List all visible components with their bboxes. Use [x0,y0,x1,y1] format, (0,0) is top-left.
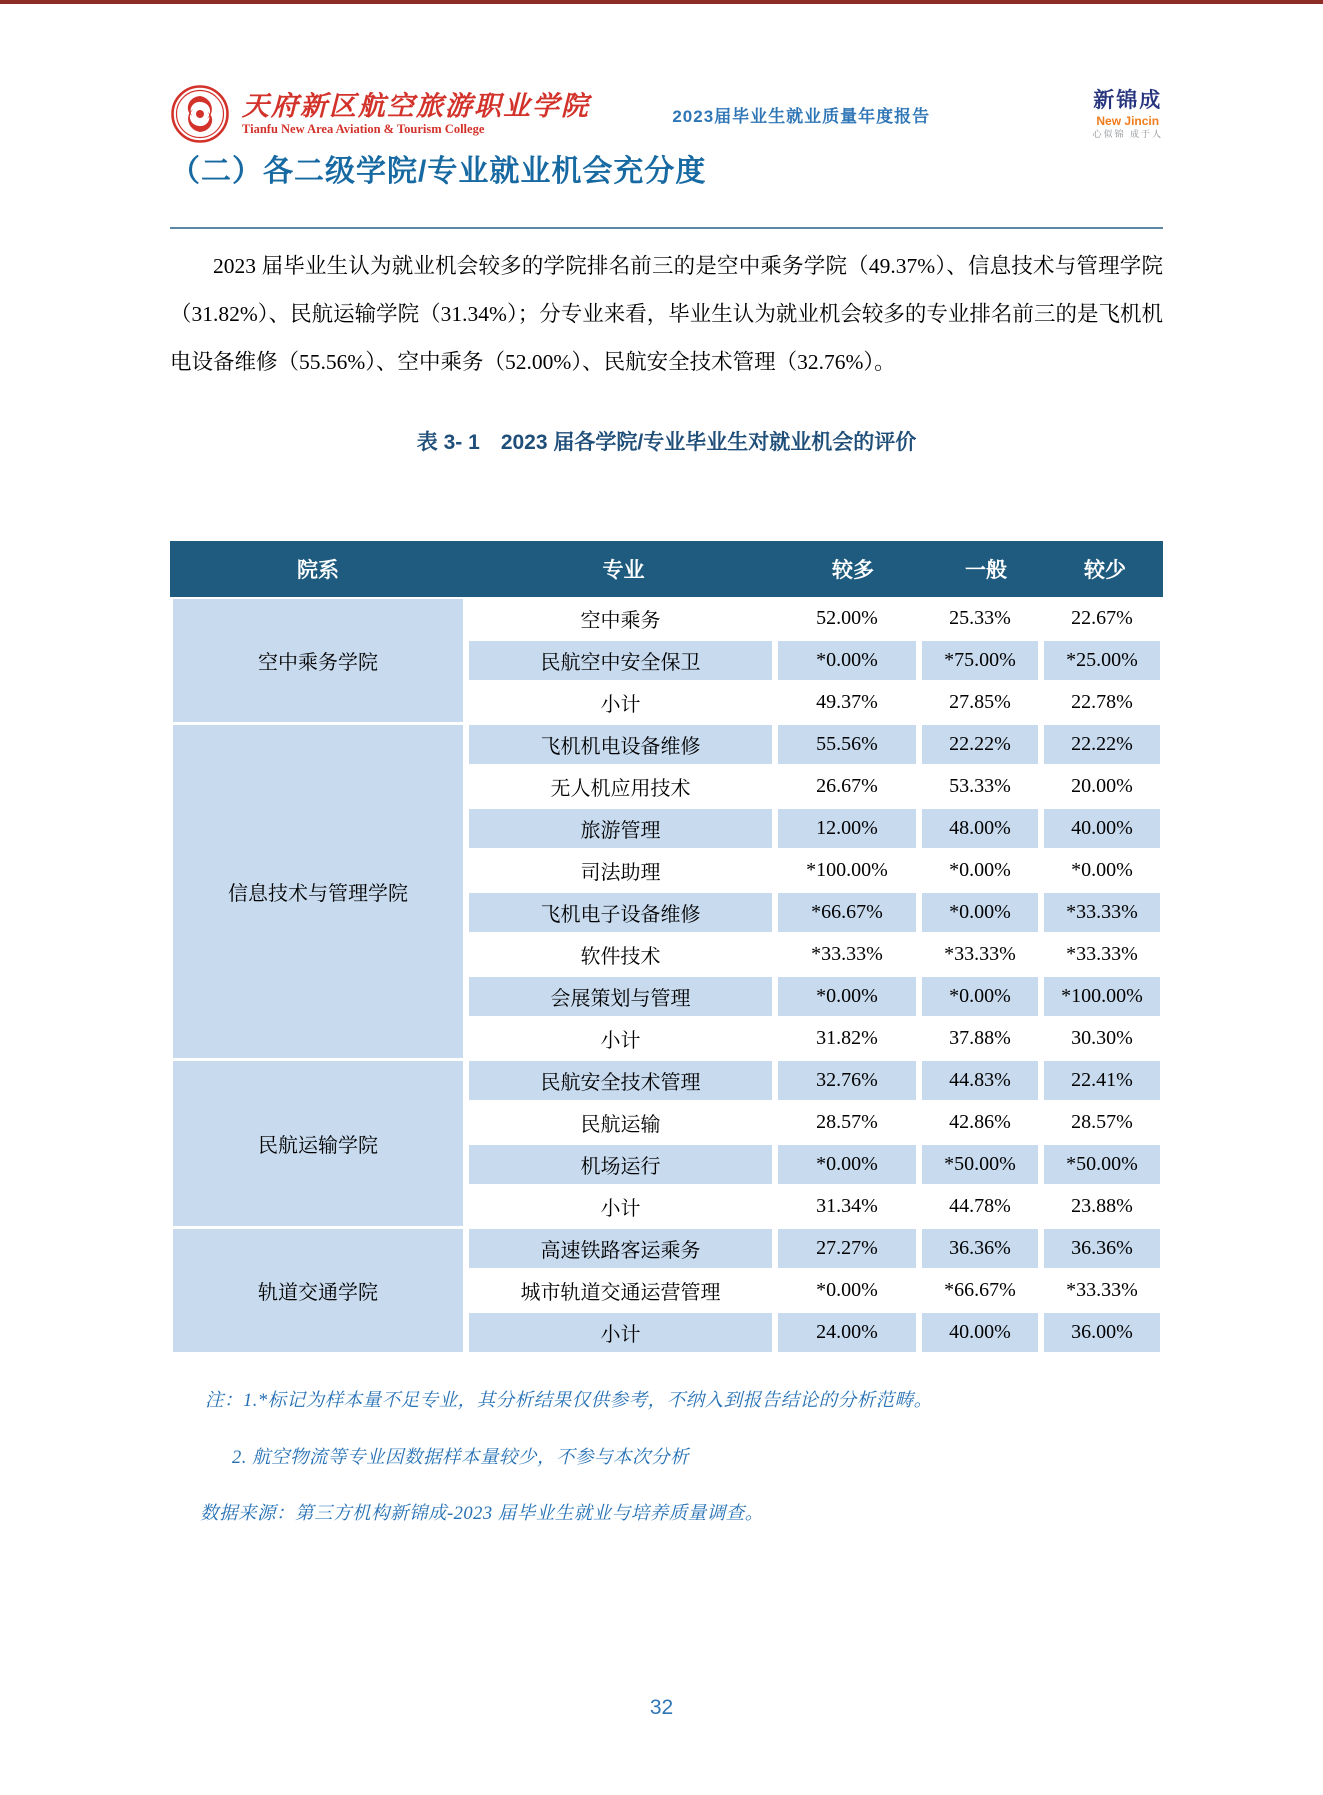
table-row [466,765,1163,807]
major-cell: 民航运输 [580,1113,661,1136]
table-row [466,1185,1163,1227]
average-cell: 53.33% [949,774,1011,797]
major-cell: 民航安全技术管理 [469,1061,772,1100]
less-cell: *100.00% [1044,977,1160,1016]
less-cell: 22.78% [1071,690,1133,713]
less-cell: *50.00% [1044,1145,1160,1184]
table-group [170,723,1163,1059]
major-cell: 小计 [600,693,641,716]
more-cell: *0.00% [816,1278,878,1301]
major-cell: 高速铁路客运乘务 [469,1229,772,1268]
less-cell: 40.00% [1044,809,1160,848]
less-cell: 36.00% [1044,1313,1160,1352]
column-header-major: 专业 [602,559,645,582]
table-row [466,597,1163,639]
more-cell: 55.56% [778,725,916,764]
data-source-note: 数据来源：第三方机构新锦成-2023 届毕业生就业与培养质量调查。 [200,1504,764,1524]
section-heading: （二）各二级学院/专业就业机会充分度 [170,155,707,188]
college-cell: 民航运输学院 [173,1061,463,1226]
major-cell: 空中乘务 [580,609,661,632]
page-number: 32 [649,1696,674,1719]
average-cell: *0.00% [949,858,1011,881]
average-cell: 27.85% [949,690,1011,713]
more-cell: *66.67% [778,893,916,932]
major-cell: 机场运行 [469,1145,772,1184]
more-cell: *100.00% [806,858,888,881]
more-cell: 24.00% [778,1313,916,1352]
college-cell: 空中乘务学院 [173,599,463,722]
column-header-average: 一般 [965,559,1007,582]
newjincin-logo [1092,88,1163,141]
major-cell: 旅游管理 [469,809,772,848]
average-cell: 48.00% [922,809,1038,848]
major-cell: 小计 [469,1313,772,1352]
table-row [466,1227,1163,1269]
more-cell: 26.67% [816,774,878,797]
average-cell: 42.86% [949,1110,1011,1133]
college-logo [170,84,590,144]
major-cell: 会展策划与管理 [469,977,772,1016]
major-cell: 小计 [600,1197,641,1220]
more-cell: 31.82% [816,1026,878,1049]
table-title: 表 3- 1 2023 届各学院/专业毕业生对就业机会的评价 [416,431,917,454]
college-cell: 信息技术与管理学院 [173,725,463,1058]
less-cell: 22.41% [1044,1061,1160,1100]
less-cell: *25.00% [1044,641,1160,680]
top-accent-line [0,0,1323,4]
table-row [466,1059,1163,1101]
table-row [466,1017,1163,1059]
table-row [466,1101,1163,1143]
table-note-1: 注：1.*标记为样本量不足专业，其分析结果仅供参考，不纳入到报告结论的分析范畴。 [205,1391,933,1411]
brand-name-zh: 新锦成 [1093,88,1163,112]
more-cell: *33.33% [811,942,883,965]
average-cell: 22.22% [922,725,1038,764]
more-cell: *0.00% [778,1145,916,1184]
average-cell: *50.00% [922,1145,1038,1184]
average-cell: 37.88% [949,1026,1011,1049]
major-cell: 飞机电子设备维修 [469,893,772,932]
average-cell: *0.00% [922,977,1038,1016]
table-note-2: 2. 航空物流等专业因数据样本量较少，不参与本次分析 [232,1448,690,1468]
college-name-block [242,91,590,136]
more-cell: *0.00% [778,977,916,1016]
table-row [466,849,1163,891]
major-cell: 无人机应用技术 [550,777,691,800]
college-name-en: Tianfu New Area Aviation & Tourism College [242,122,485,137]
table-row [466,723,1163,765]
major-cell: 飞机机电设备维修 [469,725,772,764]
average-cell: 36.36% [922,1229,1038,1268]
table-row [466,891,1163,933]
less-cell: 36.36% [1044,1229,1160,1268]
table-row [466,1143,1163,1185]
heading-rule [170,227,1163,229]
body-paragraph: 2023 届毕业生认为就业机会较多的学院排名前三的是空中乘务学院（49.37%）、信息技术与管理学院（31.82%）、民航运输学院（31.34%）；分专业来看，毕业生认为就业机会较多的专业排名前三的是飞机机电设备维修（55.56%）、空中乘务（52.00%）、民航安全技术管理（32.76%）。 [170,254,1163,374]
average-cell: 40.00% [922,1313,1038,1352]
table-header-row [170,541,1163,597]
more-cell: 32.76% [778,1061,916,1100]
less-cell: *33.33% [1066,942,1138,965]
table-body [170,597,1163,1353]
table-row [466,807,1163,849]
major-cell: 城市轨道交通运营管理 [520,1281,721,1304]
less-cell: 22.67% [1071,606,1133,629]
less-cell: 22.22% [1044,725,1160,764]
brand-tagline: 心似锦 成于人 [1092,129,1163,139]
more-cell: *0.00% [778,641,916,680]
phoenix-emblem-icon [170,84,230,144]
more-cell: 27.27% [778,1229,916,1268]
average-cell: *33.33% [944,942,1016,965]
college-cell: 轨道交通学院 [173,1229,463,1352]
page-header [170,84,1163,144]
table-group [170,597,1163,723]
table-group [170,1227,1163,1353]
evaluation-table [170,541,1163,1353]
average-cell: 44.83% [922,1061,1038,1100]
less-cell: *33.33% [1066,1278,1138,1301]
more-cell: 28.57% [816,1110,878,1133]
average-cell: 44.78% [949,1194,1011,1217]
table-row [466,639,1163,681]
average-cell: *0.00% [922,893,1038,932]
column-header-more: 较多 [832,559,874,582]
more-cell: 31.34% [816,1194,878,1217]
report-title: 2023届毕业生就业质量年度报告 [672,106,931,126]
table-row [466,681,1163,723]
average-cell: 25.33% [949,606,1011,629]
table-row [466,1269,1163,1311]
column-header-college: 院系 [297,559,339,582]
more-cell: 12.00% [778,809,916,848]
more-cell: 52.00% [816,606,878,629]
college-name-zh: 天府新区航空旅游职业学院 [242,91,590,122]
less-cell: 20.00% [1071,774,1133,797]
less-cell: *33.33% [1044,893,1160,932]
table-row [466,975,1163,1017]
less-cell: 23.88% [1071,1194,1133,1217]
brand-name-en: New Jincin [1096,114,1160,128]
table-group [170,1059,1163,1227]
average-cell: *66.67% [944,1278,1016,1301]
average-cell: *75.00% [922,641,1038,680]
major-cell: 软件技术 [580,945,661,968]
major-cell: 民航空中安全保卫 [469,641,772,680]
less-cell: *0.00% [1071,858,1133,881]
less-cell: 30.30% [1071,1026,1133,1049]
table-row [466,933,1163,975]
more-cell: 49.37% [816,690,878,713]
column-header-less: 较少 [1084,559,1126,582]
less-cell: 28.57% [1071,1110,1133,1133]
table-row [466,1311,1163,1353]
major-cell: 小计 [600,1029,641,1052]
major-cell: 司法助理 [580,861,661,884]
